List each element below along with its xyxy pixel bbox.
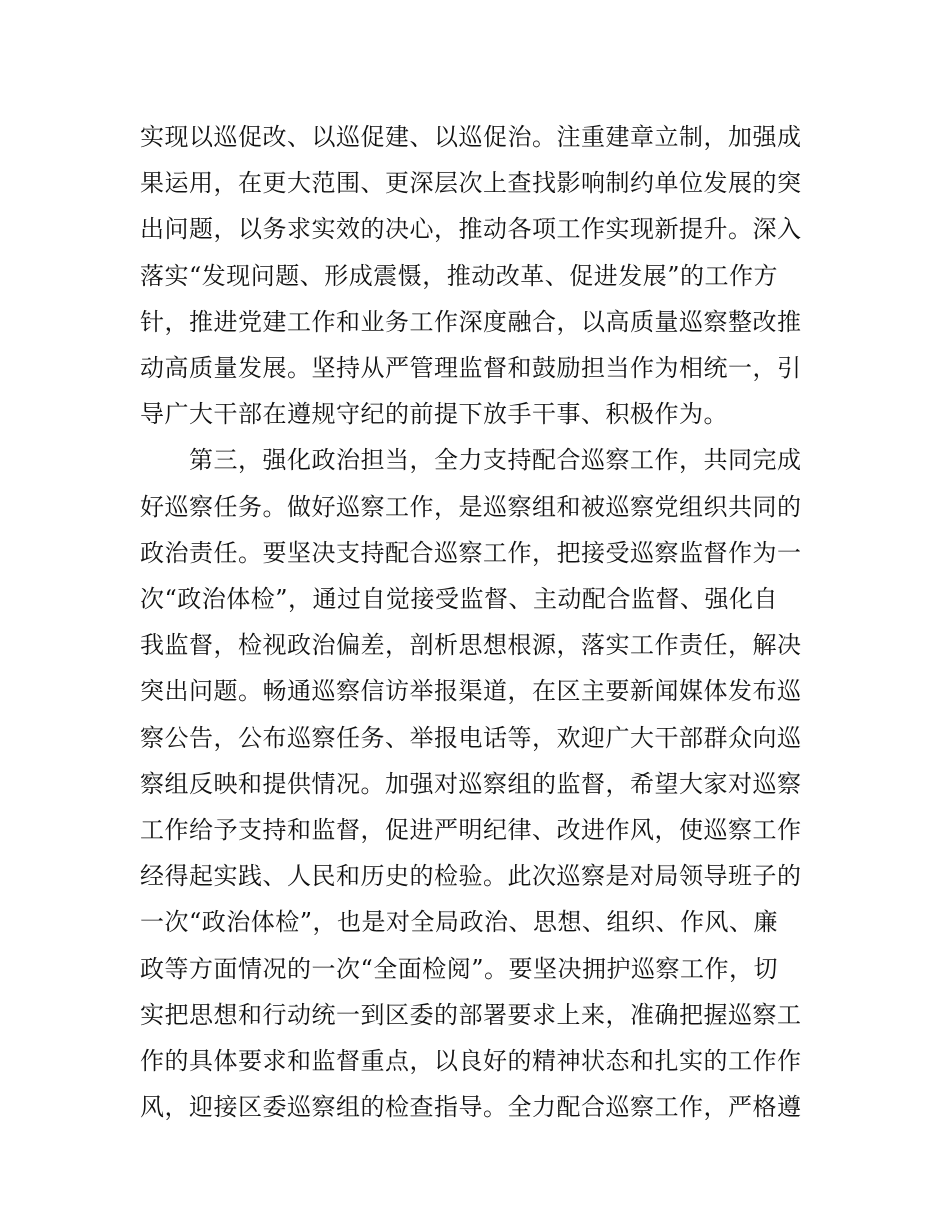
paragraph-1: 实现以巡促改、以巡促建、以巡促治。注重建章立制，加强成 果运用，在更大范围、更深层次上查找影响制约单位发展的突 出问题，以务求实效的决心，推动各项工作实现新提升。深入 落实“发现问题、形成震慑，推动改革、促进发展”的工作方 针，推进党建工作和业务工作深度融合，以高质量巡察整改推 动高质量发展。坚持从严管理监督和鼓励担当作为相统一，引 导广大干部在遵规守纪的前提下放手干事、积极作为。 bbox=[140, 123, 802, 429]
paragraph-2: 第三，强化政治担当，全力支持配合巡察工作，共同完成 好巡察任务。做好巡察工作，是巡察组和被巡察党组织共同的 政治责任。要坚决支持配合巡察工作，把接受巡察监督作为一 次“政治体检”，通过自觉接受监督、主动配合监督、强化自 我监督，检视政治偏差，剖析思想根源，落实工作责任，解决 突出问题。畅通巡察信访举报渠道，在区主要新闻媒体发布巡 察公告，公布巡察任务、举报电话等，欢迎广大干部群众向巡 察组反映和提供情况。加强对巡察组的监督，希望大家对巡察 工作给予支持和监督，促进严明纪律、改进作风，使巡察工作 经得起实践、人民和历史的检验。此次巡察是对局领导班子的 一次“政治体检”，也是对全局政治、思想、组织、作风、廉 政等方面情况的一次“全面检阅”。要坚决拥护巡察工作，切 实把思想和行动统一到区委的部署要求上来，准确把握巡察工 作的具体要求和监督重点，以良好的精神状态和扎实的工作作 风，迎接区委巡察组的检查指导。全力配合巡察工作，严格遵 bbox=[140, 446, 802, 1122]
body-text bbox=[140, 114, 820, 1130]
